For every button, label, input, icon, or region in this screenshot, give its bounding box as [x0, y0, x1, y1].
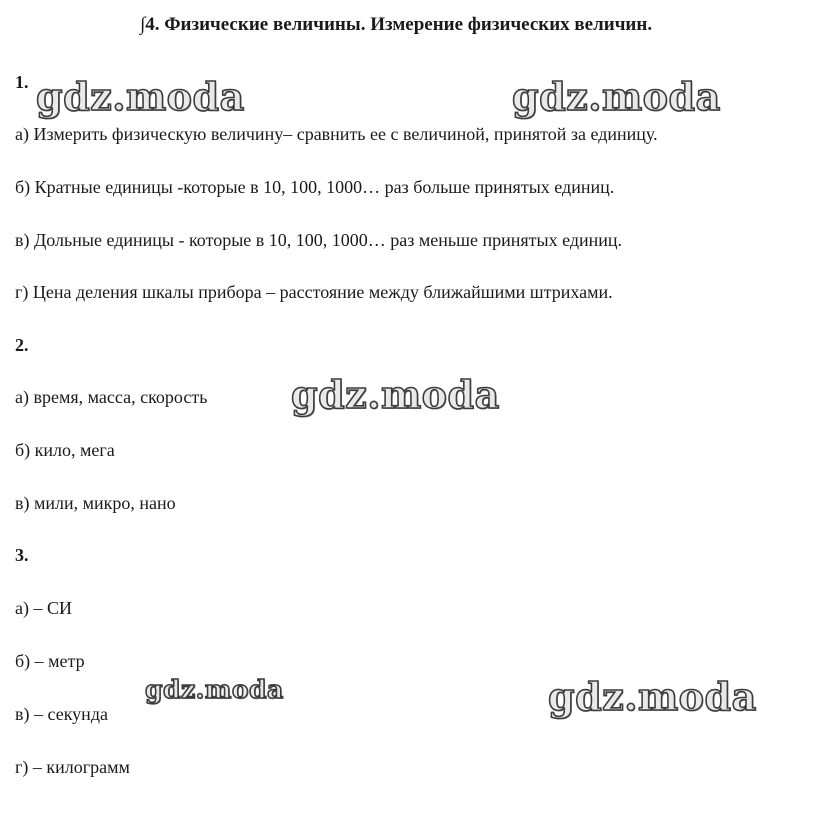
section-2-line-a: а) время, масса, скорость — [15, 387, 208, 407]
section-2-line-b: б) кило, мега — [15, 440, 115, 460]
section-3-line-b: б) – метр — [15, 651, 85, 671]
watermark-logo: gdz.moda — [36, 74, 245, 119]
watermark-logo: gdz.moda — [145, 675, 284, 704]
section-2-line-c: в) мили, микро, нано — [15, 493, 176, 513]
watermark-logo: gdz.moda — [291, 372, 500, 417]
section-1-line-d: г) Цена деления шкалы прибора – расстояние между ближайшими штрихами. — [15, 282, 613, 302]
watermark-logo: gdz.moda — [548, 674, 757, 719]
section-3-line-c: в) – секунда — [15, 704, 108, 724]
section-3-line-d: г) – килограмм — [15, 757, 130, 777]
page-title: ∫4. Физические величины. Измерение физических величин. — [140, 14, 653, 35]
section-number-2: 2. — [15, 335, 29, 355]
section-1-line-c: в) Дольные единицы - которые в 10, 100, 1000… раз меньше принятых единиц. — [15, 230, 623, 250]
section-3-line-a: а) – СИ — [15, 598, 72, 618]
section-number-1: 1. — [15, 72, 29, 92]
section-1-line-b: б) Кратные единицы -которые в 10, 100, 1000… раз больше принятых единиц. — [15, 177, 615, 197]
section-1-line-a: а) Измерить физическую величину– сравнить ее с величиной, принятой за единицу. — [15, 124, 658, 144]
watermark-logo: gdz.moda — [512, 74, 721, 119]
section-number-3: 3. — [15, 545, 29, 565]
